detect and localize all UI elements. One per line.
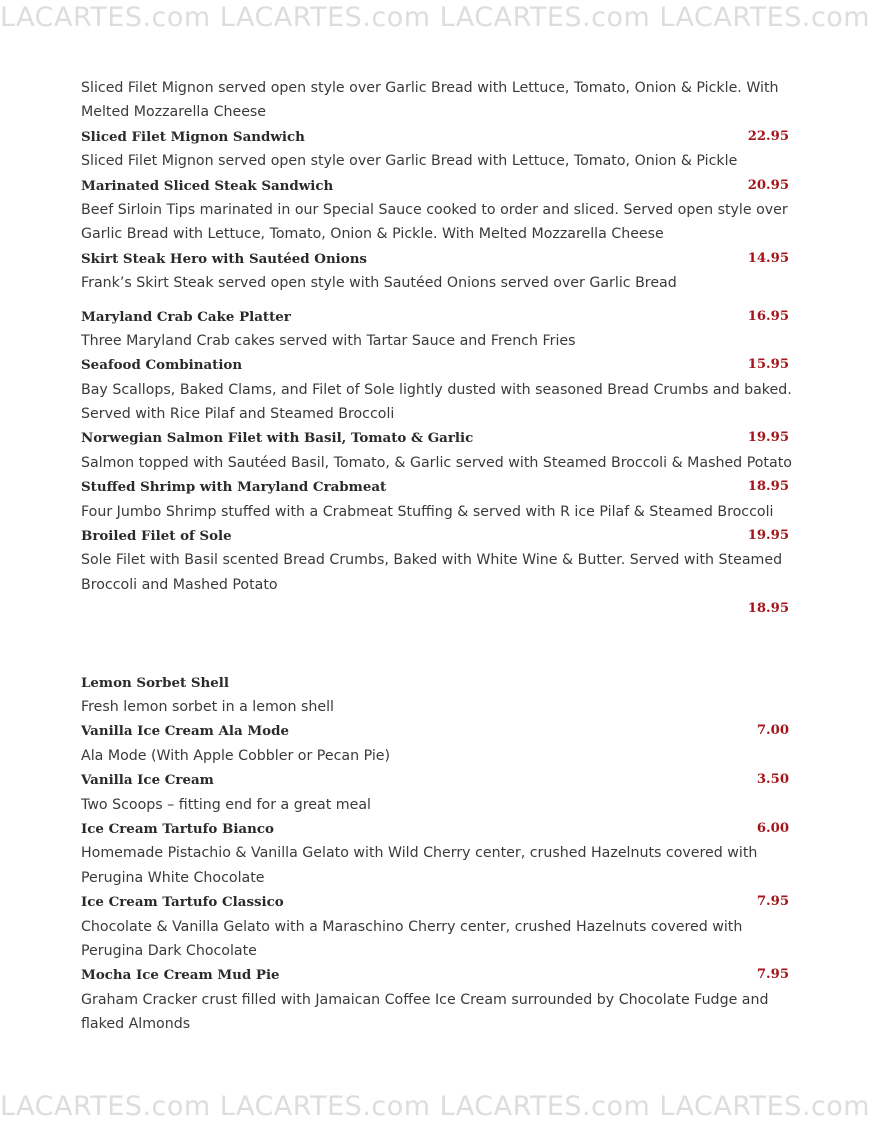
item-description-line: Sliced Filet Mignon served open style over Garlic Bread with Lettuce, Tomato, Onion & Pickle. With: [81, 80, 779, 96]
item-description-line: Garlic Bread with Lettuce, Tomato, Onion & Pickle. With Melted Mozzarella Cheese: [81, 226, 664, 243]
item-price: 18.95: [747, 479, 789, 495]
menu-item: [81, 125, 793, 174]
menu-item: [81, 524, 793, 597]
item-description-line: Broccoli and Mashed Potato: [81, 576, 278, 593]
menu-item: [81, 890, 793, 963]
item-price: 15.95: [747, 357, 789, 373]
item-price: 6.00: [756, 820, 789, 836]
item-price: 22.95: [747, 128, 789, 144]
item-description-line: Served with Rice Pilaf and Steamed Broccoli: [81, 406, 395, 423]
menu-item-row: [81, 671, 793, 695]
menu-item-row: [81, 597, 793, 621]
menu-item-row: [81, 247, 793, 271]
sandwich-section: [81, 125, 793, 296]
menu-item: [81, 426, 793, 475]
dessert-section: [81, 671, 793, 1037]
menu-item-row: [81, 475, 793, 499]
menu-item: [81, 475, 793, 524]
item-price: 19.95: [747, 430, 789, 446]
menu-item: [81, 174, 793, 247]
item-name: Mocha Ice Cream Mud Pie: [81, 967, 280, 984]
item-description-line: Beef Sirloin Tips marinated in our Special Sauce cooked to order and sliced. Served open style over: [81, 201, 788, 218]
item-price: 3.50: [756, 772, 789, 788]
item-price: 7.95: [756, 894, 789, 910]
menu-item: [81, 768, 793, 817]
item-name: Seafood Combination: [81, 357, 243, 374]
section-spacer: [81, 622, 793, 671]
menu-item-row: [81, 890, 793, 914]
item-name: Ice Cream Tartufo Classico: [81, 894, 284, 911]
item-description-line: Frank’s Skirt Steak served open style with Sautéed Onions served over Garlic Bread: [81, 275, 677, 292]
menu-item-row: [81, 426, 793, 450]
menu-item-row: [81, 768, 793, 792]
item-description-line: flaked Almonds: [81, 1016, 191, 1033]
item-name: Ice Cream Tartufo Bianco: [81, 820, 274, 837]
watermark-top: LACARTES.com LACARTES.com LACARTES.com LACARTES.com: [0, 2, 870, 33]
menu-item-row: [81, 817, 793, 841]
menu-item: [81, 963, 793, 1036]
item-name: Norwegian Salmon Filet with Basil, Tomato & Garlic: [81, 430, 474, 447]
item-description-line: Graham Cracker crust filled with Jamaican Coffee Ice Cream surrounded by Chocolate Fudge and: [81, 991, 769, 1008]
item-description-line: Ala Mode (With Apple Cobbler or Pecan Pie): [81, 747, 391, 764]
menu-item-row: [81, 174, 793, 198]
menu-item-row: [81, 305, 793, 329]
item-name: Sliced Filet Mignon Sandwich: [81, 128, 305, 145]
item-description-line: Three Maryland Crab cakes served with Tartar Sauce and French Fries: [81, 332, 576, 349]
trailing-price: 18.95: [747, 601, 789, 617]
item-price: 7.00: [756, 723, 789, 739]
item-description-line: Perugina Dark Chocolate: [81, 942, 257, 959]
menu-item: [81, 671, 793, 720]
item-price: 14.95: [747, 250, 789, 266]
item-name: Lemon Sorbet Shell: [81, 674, 229, 691]
item-price: 16.95: [747, 308, 789, 324]
item-description-line: Perugina White Chocolate: [81, 869, 265, 886]
item-description-line: Fresh lemon sorbet in a lemon shell: [81, 698, 334, 715]
intro-description: [81, 76, 793, 125]
menu-item: [81, 353, 793, 426]
item-name: Maryland Crab Cake Platter: [81, 308, 291, 325]
item-name: Skirt Steak Hero with Sautéed Onions: [81, 250, 367, 267]
menu-item: [81, 817, 793, 890]
menu-item: [81, 305, 793, 354]
menu-page: [81, 76, 793, 1036]
item-price: 7.95: [756, 967, 789, 983]
item-description-line: Sole Filet with Basil scented Bread Crumbs, Baked with White Wine & Butter. Served with Steamed: [81, 552, 783, 569]
item-name: Vanilla Ice Cream: [81, 772, 214, 789]
item-description-line: Sliced Filet Mignon served open style over Garlic Bread with Lettuce, Tomato, Onion & Pickle: [81, 153, 738, 170]
item-description-line: Salmon topped with Sautéed Basil, Tomato, & Garlic served with Steamed Broccoli & Mashed Potato: [81, 454, 792, 471]
item-name: Marinated Sliced Steak Sandwich: [81, 177, 334, 194]
menu-item-row: [81, 125, 793, 149]
item-description-line: Melted Mozzarella Cheese: [81, 104, 267, 121]
item-description-line: Bay Scallops, Baked Clams, and Filet of Sole lightly dusted with seasoned Bread Crumbs and baked.: [81, 381, 792, 398]
item-description-line: Chocolate & Vanilla Gelato with a Maraschino Cherry center, crushed Hazelnuts covered with: [81, 918, 743, 935]
menu-item: [81, 719, 793, 768]
seafood-section: [81, 305, 793, 598]
menu-item-row: [81, 719, 793, 743]
menu-item-row: [81, 524, 793, 548]
item-description-line: Four Jumbo Shrimp stuffed with a Crabmeat Stuffing & served with R ice Pilaf & Steamed Broccoli: [81, 503, 774, 520]
menu-item: [81, 247, 793, 296]
menu-item-row: [81, 963, 793, 987]
item-price: 20.95: [747, 177, 789, 193]
item-name: Vanilla Ice Cream Ala Mode: [81, 723, 289, 740]
watermark-bottom: LACARTES.com LACARTES.com LACARTES.com LACARTES.com: [0, 1091, 870, 1122]
item-price: 19.95: [747, 528, 789, 544]
item-description-line: Homemade Pistachio & Vanilla Gelato with Wild Cherry center, crushed Hazelnuts covered with: [81, 845, 758, 862]
item-description-line: Two Scoops – fitting end for a great meal: [81, 796, 371, 813]
menu-item-row: [81, 353, 793, 377]
item-name: Broiled Filet of Sole: [81, 528, 232, 545]
item-name: Stuffed Shrimp with Maryland Crabmeat: [81, 479, 387, 496]
section-spacer: [81, 296, 793, 305]
